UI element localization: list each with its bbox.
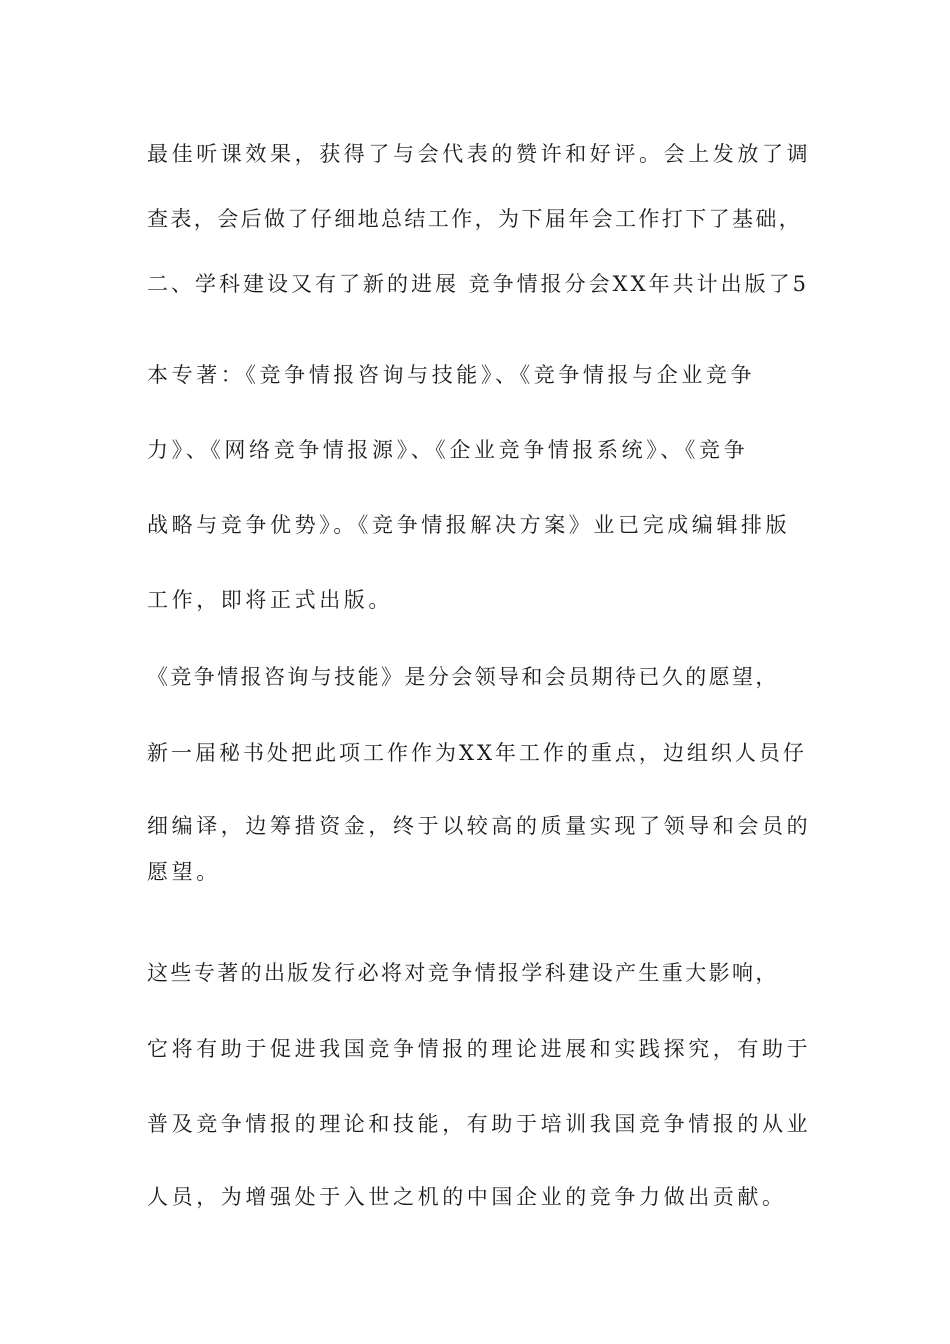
text-line-3: 二、学科建设又有了新的进展 竞争情报分会XX年共计出版了5: [147, 272, 809, 296]
text-line-9: 新一届秘书处把此项工作作为XX年工作的重点，边组织人员仔: [147, 741, 807, 765]
text-line-10: 细编译，边筹措资金，终于以较高的质量实现了领导和会员的: [147, 814, 812, 838]
text-line-8: 《竞争情报咨询与技能》是分会领导和会员期待已久的愿望，: [147, 665, 779, 689]
text-line-12: 这些专著的出版发行必将对竞争情报学科建设产生重大影响，: [147, 961, 779, 985]
text-line-11: 愿望。: [147, 860, 221, 884]
text-line-14: 普及竞争情报的理论和技能，有助于培训我国竞争情报的从业: [147, 1112, 812, 1136]
text-line-15: 人员，为增强处于入世之机的中国企业的竞争力做出贡献。: [147, 1185, 787, 1209]
text-line-1: 最佳听课效果，获得了与会代表的赞许和好评。会上发放了调: [147, 142, 812, 166]
text-line-2: 查表，会后做了仔细地总结工作，为下届年会工作打下了基础，: [147, 207, 803, 231]
text-line-7: 工作，即将正式出版。: [147, 588, 393, 612]
text-line-6: 战略与竞争优势》。《竞争情报解决方案》业已完成编辑排版: [147, 513, 791, 537]
text-line-5: 力》、《网络竞争情报源》、《企业竞争情报系统》、《竞争: [147, 438, 749, 462]
text-line-13: 它将有助于促进我国竞争情报的理论进展和实践探究，有助于: [147, 1037, 812, 1061]
text-line-4: 本专著：《竞争情报咨询与技能》、《竞争情报与企业竞争: [147, 363, 756, 387]
